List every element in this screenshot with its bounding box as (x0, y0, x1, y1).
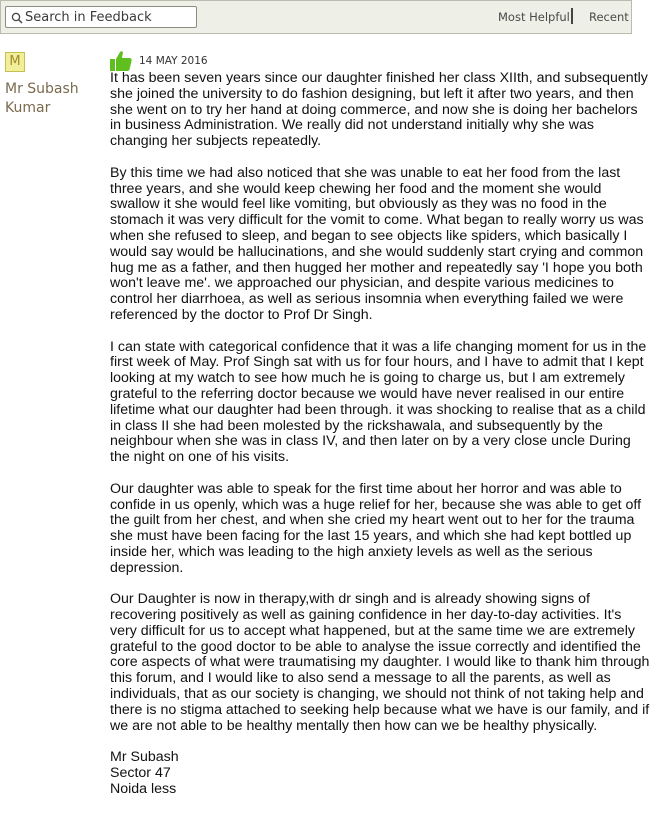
review-author: Mr Subash Kumar (5, 81, 79, 116)
feedback-toolbar (0, 0, 632, 34)
review-date: 14 MAY 2016 (139, 55, 208, 67)
review-paragraph: It has been seven years since our daughter finished her class XIIth, and subsequently she joined the university to do fashion designing, but left it after two years, and then she went on to try her hand at doing commerce, and now she is doing her bachelors in business Administration. We really did not understand initially why she was changing her subjects repeatedly. (110, 70, 648, 150)
sort-most-helpful-link[interactable]: Most Helpful (498, 10, 570, 24)
sort-recent-link[interactable]: Recent (589, 10, 629, 24)
review-body (110, 71, 652, 798)
sort-divider (571, 8, 573, 24)
signature-sector: Sector 47 (110, 765, 171, 782)
search-box[interactable] (5, 6, 197, 28)
signature-city: Noida less (110, 780, 177, 797)
review-paragraph: I can state with categorical confidence that it was a life changing moment for us in the first week of May. Prof Singh sat with us for four hours, and I have to admit that I kept looking at my watch to see how much he is going to charge us, but I am extremely grateful to the referring doctor because we would have never realised in our entire lifetime what our daughter had been through. it was shocking to realise that as a child in class II she had been molested by the rickshawala, and subsequently by the neighbour when she was in class IV, and then later on by a very close uncle During the night on one of his visits. (110, 338, 647, 466)
search-input[interactable] (25, 8, 193, 26)
review-paragraph: By this time we had also noticed that she was unable to eat her food from the last three years, and she would keep chewing her food and the moment she would swallow it she would feel like vomiting, but obviously as they was no food in the stomach it was very difficult for the vomit to come. What began to really worry us was when she refused to sleep, and began to see objects like spiders, which basically I would say would be hallucinations, and she would suddenly start crying and common hug me as a father, and then hugged her mother and repeatedly say 'I hope you both won't leave me'. we approached our physician, and despite various medicines to control her diarrhoea, as well as serious insomnia when everything failed we were referenced by the doctor to Prof Dr Singh. (110, 164, 644, 323)
thumbs-up-icon (109, 50, 133, 72)
avatar: M (5, 52, 25, 72)
review-paragraph: Our daughter was able to speak for the first time about her horror and was able to confide in us openly, which was a huge relief for her, because she was able to get off the guilt from her chest, and when she cried my heart went out to her for the trauma she must have been facing for the last 15 years, and which she had kept bottled up inside her, which was leading to the high anxiety levels as well as the serious depression. (110, 480, 642, 576)
search-icon (11, 12, 23, 24)
signature-name: Mr Subash (110, 749, 179, 766)
review-paragraph: Our Daughter is now in therapy,with dr singh and is already showing signs of recovering positively as well as gaining confidence in her day-to-day activities. It's very difficult for us to accept what happened, but at the same time we are extremely grateful to the good doctor to be able to analyse the issue correctly and identified the core aspects of what were traumatising my daughter. I would like to thank him through this forum, and I would like to also send a message to all the parents, as well as individuals, that as our society is changing, we should not think of not taking help and there is no stigma attached to seeking help because what we have is our family, and if we are not able to be healthy mentally then how can we be healthy physically. (110, 591, 650, 734)
